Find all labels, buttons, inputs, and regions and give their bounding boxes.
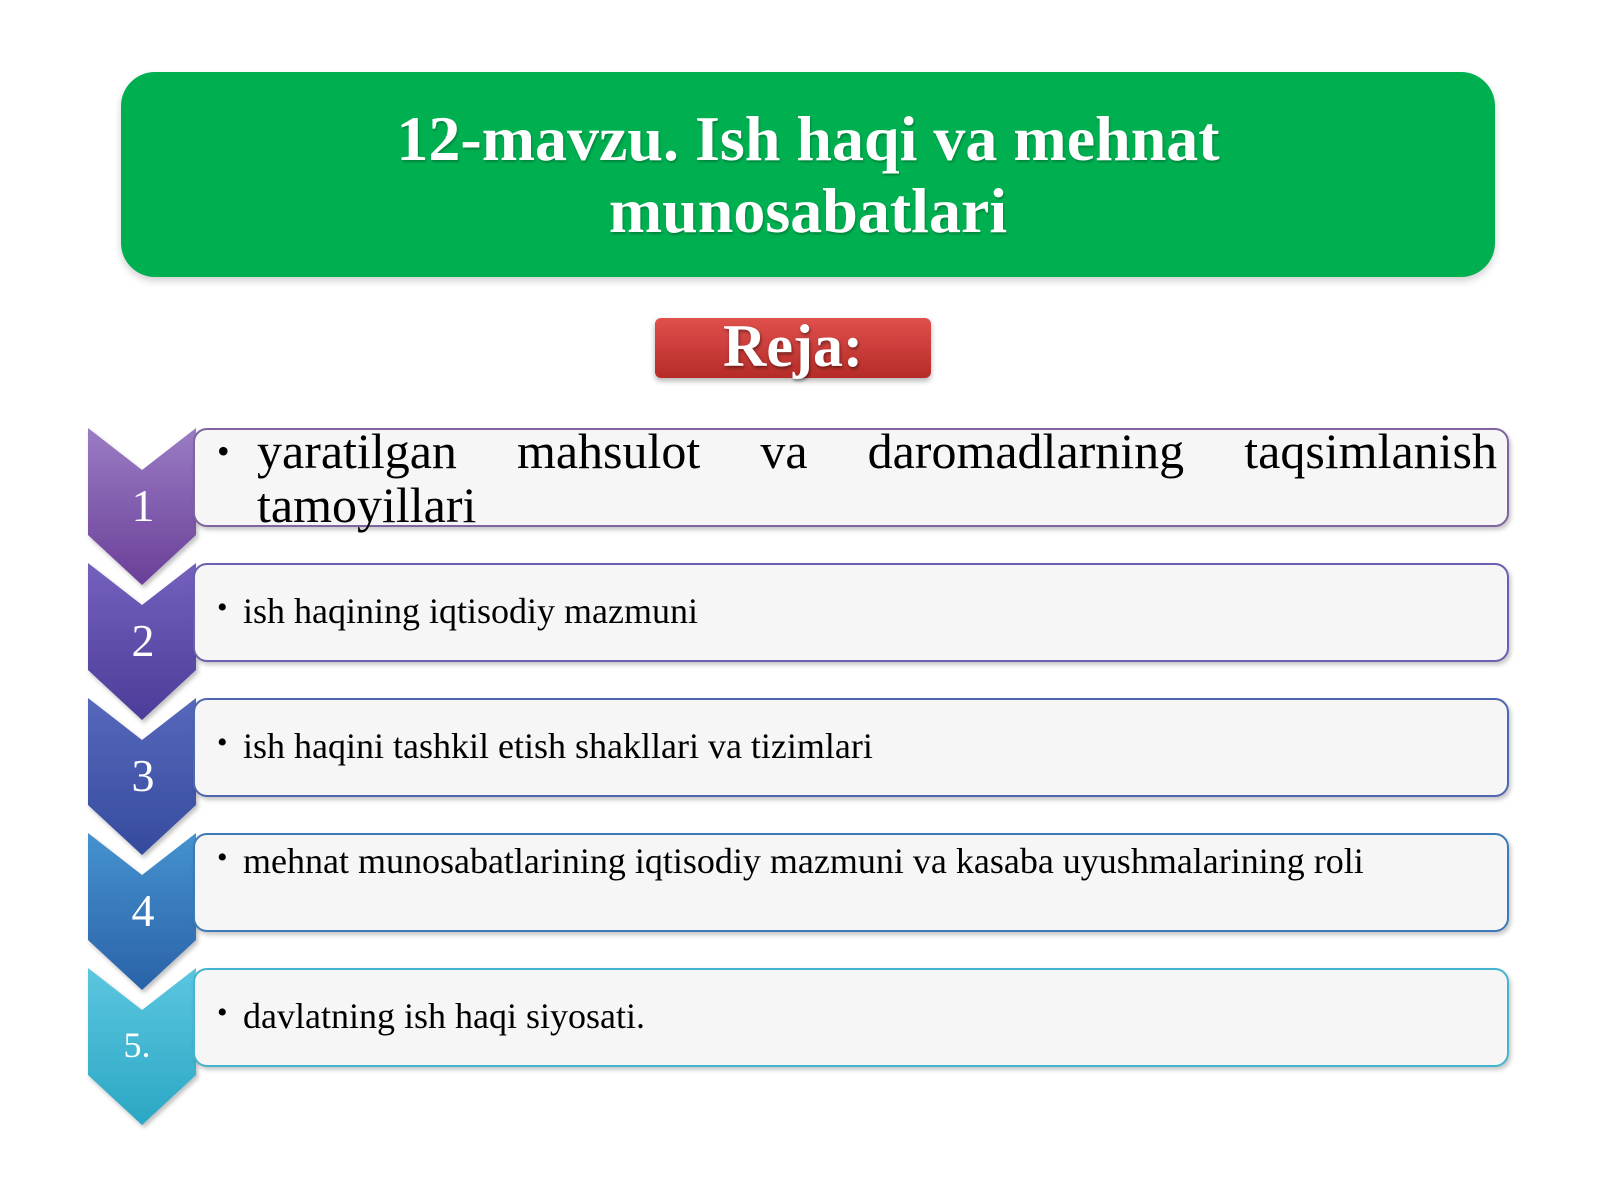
- item-number-1: 1: [131, 480, 155, 531]
- bullet-icon: •: [217, 841, 228, 874]
- bullet-icon: •: [217, 996, 228, 1029]
- bullet-icon: •: [217, 726, 228, 759]
- plan-item-1: [193, 423, 1509, 533]
- plan-item-text: ish haqining iqtisodiy mazmuni: [243, 591, 698, 631]
- item-number-2: 2: [131, 615, 155, 666]
- plan-item-4: [193, 833, 1509, 932]
- item-number-4: 4: [131, 885, 155, 936]
- plan-item-3: [193, 698, 1509, 797]
- bullet-icon: •: [217, 431, 230, 471]
- slide-title: 12-mavzu. Ish haqi va mehnat munosabatlari: [396, 102, 1220, 246]
- bullet-icon: •: [217, 591, 228, 624]
- plan-item-text: mehnat munosabatlarining iqtisodiy mazmuni va kasaba uyushmalarining roli: [243, 841, 1364, 881]
- plan-item-text: ish haqini tashkil etish shakllari va tizimlari: [243, 726, 873, 766]
- plan-item-text: davlatning ish haqi siyosati.: [243, 996, 645, 1036]
- plan-item-2: [193, 563, 1509, 662]
- plan-item-5: [193, 968, 1509, 1067]
- item-number-3: 3: [131, 750, 155, 801]
- plan-item-text: yaratilgan mahsulot va daromadlarning taqsimlanish tamoyillari: [257, 423, 1497, 533]
- item-number-5: 5.: [123, 1025, 151, 1065]
- plan-label: Reja:: [723, 313, 863, 379]
